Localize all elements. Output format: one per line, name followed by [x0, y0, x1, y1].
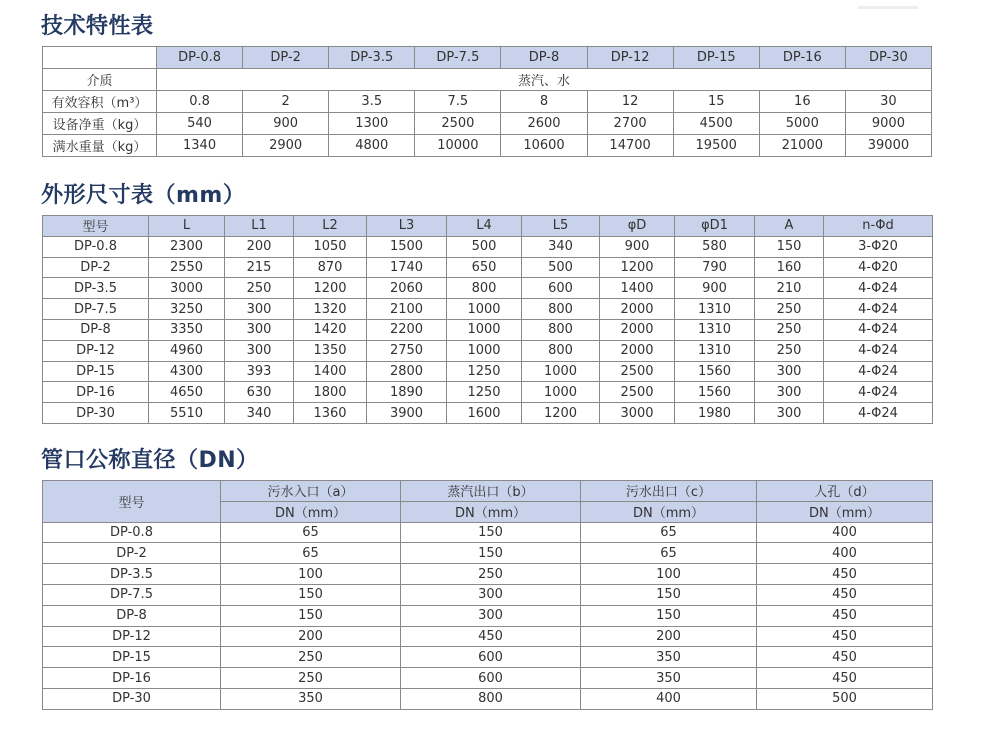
cell: 300: [755, 382, 824, 403]
col-header: L3: [367, 216, 447, 237]
cell: 4-Φ24: [824, 278, 933, 299]
cell: 2700: [587, 113, 673, 135]
cell: 1200: [600, 257, 675, 278]
table-row: [43, 584, 933, 605]
cell: 1300: [329, 113, 415, 135]
model-cell: DP-15: [43, 647, 221, 668]
row-label: 有效容积（m³）: [43, 91, 157, 113]
cell: 1000: [447, 340, 522, 361]
cell: 1800: [294, 382, 367, 403]
cell: 3000: [600, 403, 675, 424]
cell: 39000: [845, 135, 931, 157]
cell: 2750: [367, 340, 447, 361]
table-row: [43, 522, 933, 543]
cell: 1340: [157, 135, 243, 157]
cell: 1000: [522, 361, 600, 382]
model-cell: DP-7.5: [43, 299, 149, 320]
cell: 1000: [447, 319, 522, 340]
cell: 3350: [149, 319, 225, 340]
cell: 150: [401, 522, 581, 543]
cell: 4500: [673, 113, 759, 135]
cell: 200: [225, 236, 294, 257]
cell: 250: [755, 319, 824, 340]
cell: 450: [757, 668, 933, 689]
cell: 21000: [759, 135, 845, 157]
cell: 1250: [447, 361, 522, 382]
cell: 870: [294, 257, 367, 278]
model-cell: DP-2: [43, 257, 149, 278]
cell: 1740: [367, 257, 447, 278]
table-row: [43, 688, 933, 709]
cell: 450: [757, 584, 933, 605]
cell: 150: [401, 543, 581, 564]
table-row: [43, 626, 933, 647]
cell: 150: [221, 584, 401, 605]
cell: 250: [401, 564, 581, 585]
table-row: [43, 299, 933, 320]
cell: 650: [447, 257, 522, 278]
cell: 2900: [243, 135, 329, 157]
cell: 2500: [600, 382, 675, 403]
cell: 160: [755, 257, 824, 278]
cell: 4800: [329, 135, 415, 157]
model-cell: DP-8: [43, 319, 149, 340]
cell: 5000: [759, 113, 845, 135]
cell: 0.8: [157, 91, 243, 113]
col-header: L1: [225, 216, 294, 237]
model-cell: DP-15: [43, 361, 149, 382]
cell: 500: [447, 236, 522, 257]
cell: 250: [221, 668, 401, 689]
cell: 150: [755, 236, 824, 257]
cell: 4-Φ24: [824, 403, 933, 424]
cell: 800: [522, 340, 600, 361]
cell: 1310: [675, 340, 755, 361]
cell: 300: [401, 605, 581, 626]
cell: 350: [581, 647, 757, 668]
cell: 800: [522, 299, 600, 320]
unit-header: DN（mm）: [401, 501, 581, 522]
cell: 340: [522, 236, 600, 257]
cell: 393: [225, 361, 294, 382]
cell: 900: [600, 236, 675, 257]
col-header: 污水出口（c）: [581, 481, 757, 502]
cell: 600: [401, 668, 581, 689]
cell: 200: [221, 626, 401, 647]
cell: 400: [757, 543, 933, 564]
dim-table-title: 外形尺寸表（mm）: [41, 183, 246, 208]
col-header: φD1: [675, 216, 755, 237]
cell: 1400: [600, 278, 675, 299]
model-cell: DP-16: [43, 668, 221, 689]
col-header: L2: [294, 216, 367, 237]
model-header: DP-12: [587, 47, 673, 69]
cell: 100: [581, 564, 757, 585]
cell: 65: [221, 543, 401, 564]
cell: 150: [221, 605, 401, 626]
cell: 10600: [501, 135, 587, 157]
table-row: [43, 113, 932, 135]
table-row: [43, 69, 932, 91]
cell: 2000: [600, 299, 675, 320]
col-header: n-Φd: [824, 216, 933, 237]
cell: 2600: [501, 113, 587, 135]
cell: 800: [401, 688, 581, 709]
corner-cell: [43, 47, 157, 69]
cell: 3900: [367, 403, 447, 424]
cell: 2550: [149, 257, 225, 278]
cell: 65: [581, 522, 757, 543]
table-row: [43, 382, 933, 403]
cell: 1560: [675, 361, 755, 382]
decorative-bar: [858, 6, 918, 9]
cell: 400: [757, 522, 933, 543]
col-header: L4: [447, 216, 522, 237]
cell: 4-Φ24: [824, 361, 933, 382]
cell: 4300: [149, 361, 225, 382]
cell: 2800: [367, 361, 447, 382]
table-row: [43, 91, 932, 113]
model-cell: DP-2: [43, 543, 221, 564]
cell: 300: [755, 361, 824, 382]
medium-value: 蒸汽、水: [157, 69, 932, 91]
model-header: DP-15: [673, 47, 759, 69]
cell: 9000: [845, 113, 931, 135]
model-header: DP-8: [501, 47, 587, 69]
col-header: L: [149, 216, 225, 237]
cell: 3000: [149, 278, 225, 299]
cell: 2500: [600, 361, 675, 382]
table-row: [43, 319, 933, 340]
model-cell: DP-12: [43, 626, 221, 647]
unit-header: DN（mm）: [221, 501, 401, 522]
model-header: DP-30: [845, 47, 931, 69]
cell: 2200: [367, 319, 447, 340]
col-header: 型号: [43, 216, 149, 237]
table-row: [43, 605, 933, 626]
cell: 1310: [675, 299, 755, 320]
table-row: [43, 564, 933, 585]
cell: 30: [845, 91, 931, 113]
col-header: 蒸汽出口（b）: [401, 481, 581, 502]
dn-table-title: 管口公称直径（DN）: [41, 448, 259, 473]
cell: 600: [522, 278, 600, 299]
model-header: DP-16: [759, 47, 845, 69]
cell: 340: [225, 403, 294, 424]
cell: 350: [221, 688, 401, 709]
nozzle-dn-table: [42, 480, 933, 710]
cell: 350: [581, 668, 757, 689]
cell: 3-Φ20: [824, 236, 933, 257]
dimension-table: [42, 215, 933, 424]
model-cell: DP-30: [43, 403, 149, 424]
cell: 2060: [367, 278, 447, 299]
model-cell: DP-30: [43, 688, 221, 709]
cell: 1000: [522, 382, 600, 403]
table-row: [43, 257, 933, 278]
cell: 100: [221, 564, 401, 585]
cell: 1420: [294, 319, 367, 340]
cell: 65: [221, 522, 401, 543]
cell: 12: [587, 91, 673, 113]
cell: 215: [225, 257, 294, 278]
cell: 450: [757, 647, 933, 668]
cell: 200: [581, 626, 757, 647]
cell: 3.5: [329, 91, 415, 113]
model-cell: DP-12: [43, 340, 149, 361]
cell: 4-Φ20: [824, 257, 933, 278]
table-row: [43, 668, 933, 689]
cell: 250: [755, 299, 824, 320]
tech-table-title: 技术特性表: [41, 14, 154, 39]
model-header: DP-2: [243, 47, 329, 69]
cell: 580: [675, 236, 755, 257]
col-header: L5: [522, 216, 600, 237]
cell: 900: [243, 113, 329, 135]
cell: 300: [225, 319, 294, 340]
model-cell: DP-3.5: [43, 278, 149, 299]
cell: 2: [243, 91, 329, 113]
cell: 4650: [149, 382, 225, 403]
cell: 5510: [149, 403, 225, 424]
cell: 1560: [675, 382, 755, 403]
cell: 790: [675, 257, 755, 278]
cell: 150: [581, 584, 757, 605]
cell: 1360: [294, 403, 367, 424]
unit-header: DN（mm）: [581, 501, 757, 522]
cell: 19500: [673, 135, 759, 157]
cell: 450: [401, 626, 581, 647]
cell: 300: [755, 403, 824, 424]
cell: 65: [581, 543, 757, 564]
cell: 250: [755, 340, 824, 361]
cell: 450: [757, 564, 933, 585]
cell: 450: [757, 626, 933, 647]
cell: 1310: [675, 319, 755, 340]
model-header: DP-7.5: [415, 47, 501, 69]
cell: 500: [522, 257, 600, 278]
table-row: [43, 403, 933, 424]
cell: 1400: [294, 361, 367, 382]
cell: 14700: [587, 135, 673, 157]
cell: 2100: [367, 299, 447, 320]
cell: 300: [225, 299, 294, 320]
cell: 250: [225, 278, 294, 299]
cell: 16: [759, 91, 845, 113]
cell: 3250: [149, 299, 225, 320]
cell: 800: [447, 278, 522, 299]
table-row: [43, 340, 933, 361]
cell: 10000: [415, 135, 501, 157]
table-row: [43, 543, 933, 564]
cell: 1600: [447, 403, 522, 424]
cell: 1200: [522, 403, 600, 424]
cell: 630: [225, 382, 294, 403]
cell: 2500: [415, 113, 501, 135]
cell: 4-Φ24: [824, 319, 933, 340]
cell: 1320: [294, 299, 367, 320]
cell: 4-Φ24: [824, 382, 933, 403]
table-row: [43, 135, 932, 157]
cell: 800: [522, 319, 600, 340]
cell: 4-Φ24: [824, 340, 933, 361]
col-header: φD: [600, 216, 675, 237]
model-col-header: 型号: [43, 481, 221, 523]
model-header: DP-0.8: [157, 47, 243, 69]
table-row: [43, 236, 933, 257]
table-row: [43, 361, 933, 382]
cell: 250: [221, 647, 401, 668]
model-header: DP-3.5: [329, 47, 415, 69]
table-row: [43, 278, 933, 299]
row-label: 设备净重（kg）: [43, 113, 157, 135]
unit-header: DN（mm）: [757, 501, 933, 522]
cell: 450: [757, 605, 933, 626]
cell: 15: [673, 91, 759, 113]
cell: 1890: [367, 382, 447, 403]
cell: 7.5: [415, 91, 501, 113]
cell: 4-Φ24: [824, 299, 933, 320]
model-cell: DP-3.5: [43, 564, 221, 585]
col-header: 人孔（d）: [757, 481, 933, 502]
cell: 900: [675, 278, 755, 299]
cell: 1350: [294, 340, 367, 361]
cell: 2300: [149, 236, 225, 257]
cell: 1050: [294, 236, 367, 257]
row-label: 满水重量（kg）: [43, 135, 157, 157]
cell: 1250: [447, 382, 522, 403]
col-header: 污水入口（a）: [221, 481, 401, 502]
model-cell: DP-8: [43, 605, 221, 626]
cell: 2000: [600, 340, 675, 361]
tech-spec-table: [42, 46, 932, 157]
model-cell: DP-0.8: [43, 522, 221, 543]
cell: 1980: [675, 403, 755, 424]
cell: 300: [401, 584, 581, 605]
col-header: A: [755, 216, 824, 237]
cell: 540: [157, 113, 243, 135]
cell: 1000: [447, 299, 522, 320]
model-cell: DP-7.5: [43, 584, 221, 605]
model-cell: DP-16: [43, 382, 149, 403]
cell: 8: [501, 91, 587, 113]
cell: 300: [225, 340, 294, 361]
row-label: 介质: [43, 69, 157, 91]
cell: 210: [755, 278, 824, 299]
cell: 150: [581, 605, 757, 626]
cell: 600: [401, 647, 581, 668]
cell: 2000: [600, 319, 675, 340]
cell: 1200: [294, 278, 367, 299]
cell: 400: [581, 688, 757, 709]
model-cell: DP-0.8: [43, 236, 149, 257]
cell: 4960: [149, 340, 225, 361]
cell: 500: [757, 688, 933, 709]
cell: 1500: [367, 236, 447, 257]
table-row: [43, 647, 933, 668]
